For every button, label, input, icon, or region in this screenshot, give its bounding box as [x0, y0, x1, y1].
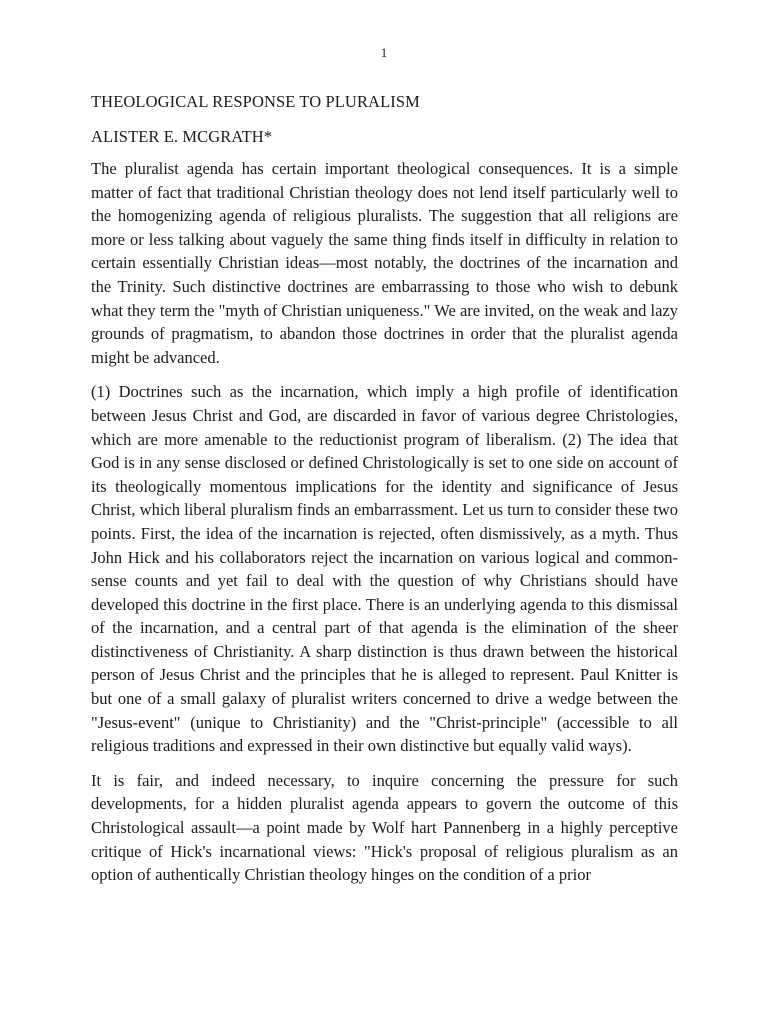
paragraph: It is fair, and indeed necessary, to inquire concerning the pressure for such developments, for a hidden pluralist agenda appears to govern the outcome of this Christological assault—a point made by Wolf hart Pannenberg in a highly perceptive critique of Hick's incarnational views: "Hick's proposal of religious pluralism as an option of authentically Christian theology hinges on the condition of a prior: [91, 770, 678, 885]
document-author: ALISTER E. MCGRATH*: [91, 127, 273, 146]
document-title: THEOLOGICAL RESPONSE TO PLURALISM: [91, 92, 420, 111]
page-number: 1: [380, 45, 388, 60]
paragraph: The pluralist agenda has certain important theological consequences. It is a simple matter of fact that traditional Christian theology does not lend itself particularly well to the homogenizing agenda of religious pluralists. The suggestion that all religions are more or less talking about vaguely the same thing finds itself in difficulty in relation to certain essentially Christian ideas—most notably, the doctrines of the incarnation and the Trinity. Such distinctive doctrines are embarrassing to those who wish to debunk what they term the "myth of Christian uniqueness." We are invited, on the weak and lazy grounds of pragmatism, to abandon those doctrines in order that the pluralist agenda might be advanced.: [91, 159, 678, 367]
paragraph: (1) Doctrines such as the incarnation, which imply a high profile of identification between Jesus Christ and God, are discarded in favor of various degree Christologies, which are more amenable to the reductionist program of liberalism. (2) The idea that God is in any sense disclosed or defined Christologically is set to one side on account of its theologically momentous implications for the identity and significance of Jesus Christ, which liberal pluralism finds an embarrassment. Let us turn to consider these two points. First, the idea of the incarnation is rejected, often dismissively, as a myth. Thus John Hick and his collaborators reject the incarnation on various logical and common-sense counts and yet fail to deal with the question of why Christians should have developed this doctrine in the first place. There is an underlying agenda to this dismissal of the incarnation, and a central part of that agenda is the elimination of the sheer distinctiveness of Christianity. A sharp distinction is thus drawn between the historical person of Jesus Christ and the principles that he is alleged to represent. Paul Knitter is but one of a small galaxy of pluralist writers concerned to drive a wedge between the "Jesus-event" (unique to Christianity) and the "Christ-principle" (accessible to all religious traditions and expressed in their own distinctive but equally valid ways).: [91, 382, 678, 756]
document-body: [91, 90, 678, 887]
